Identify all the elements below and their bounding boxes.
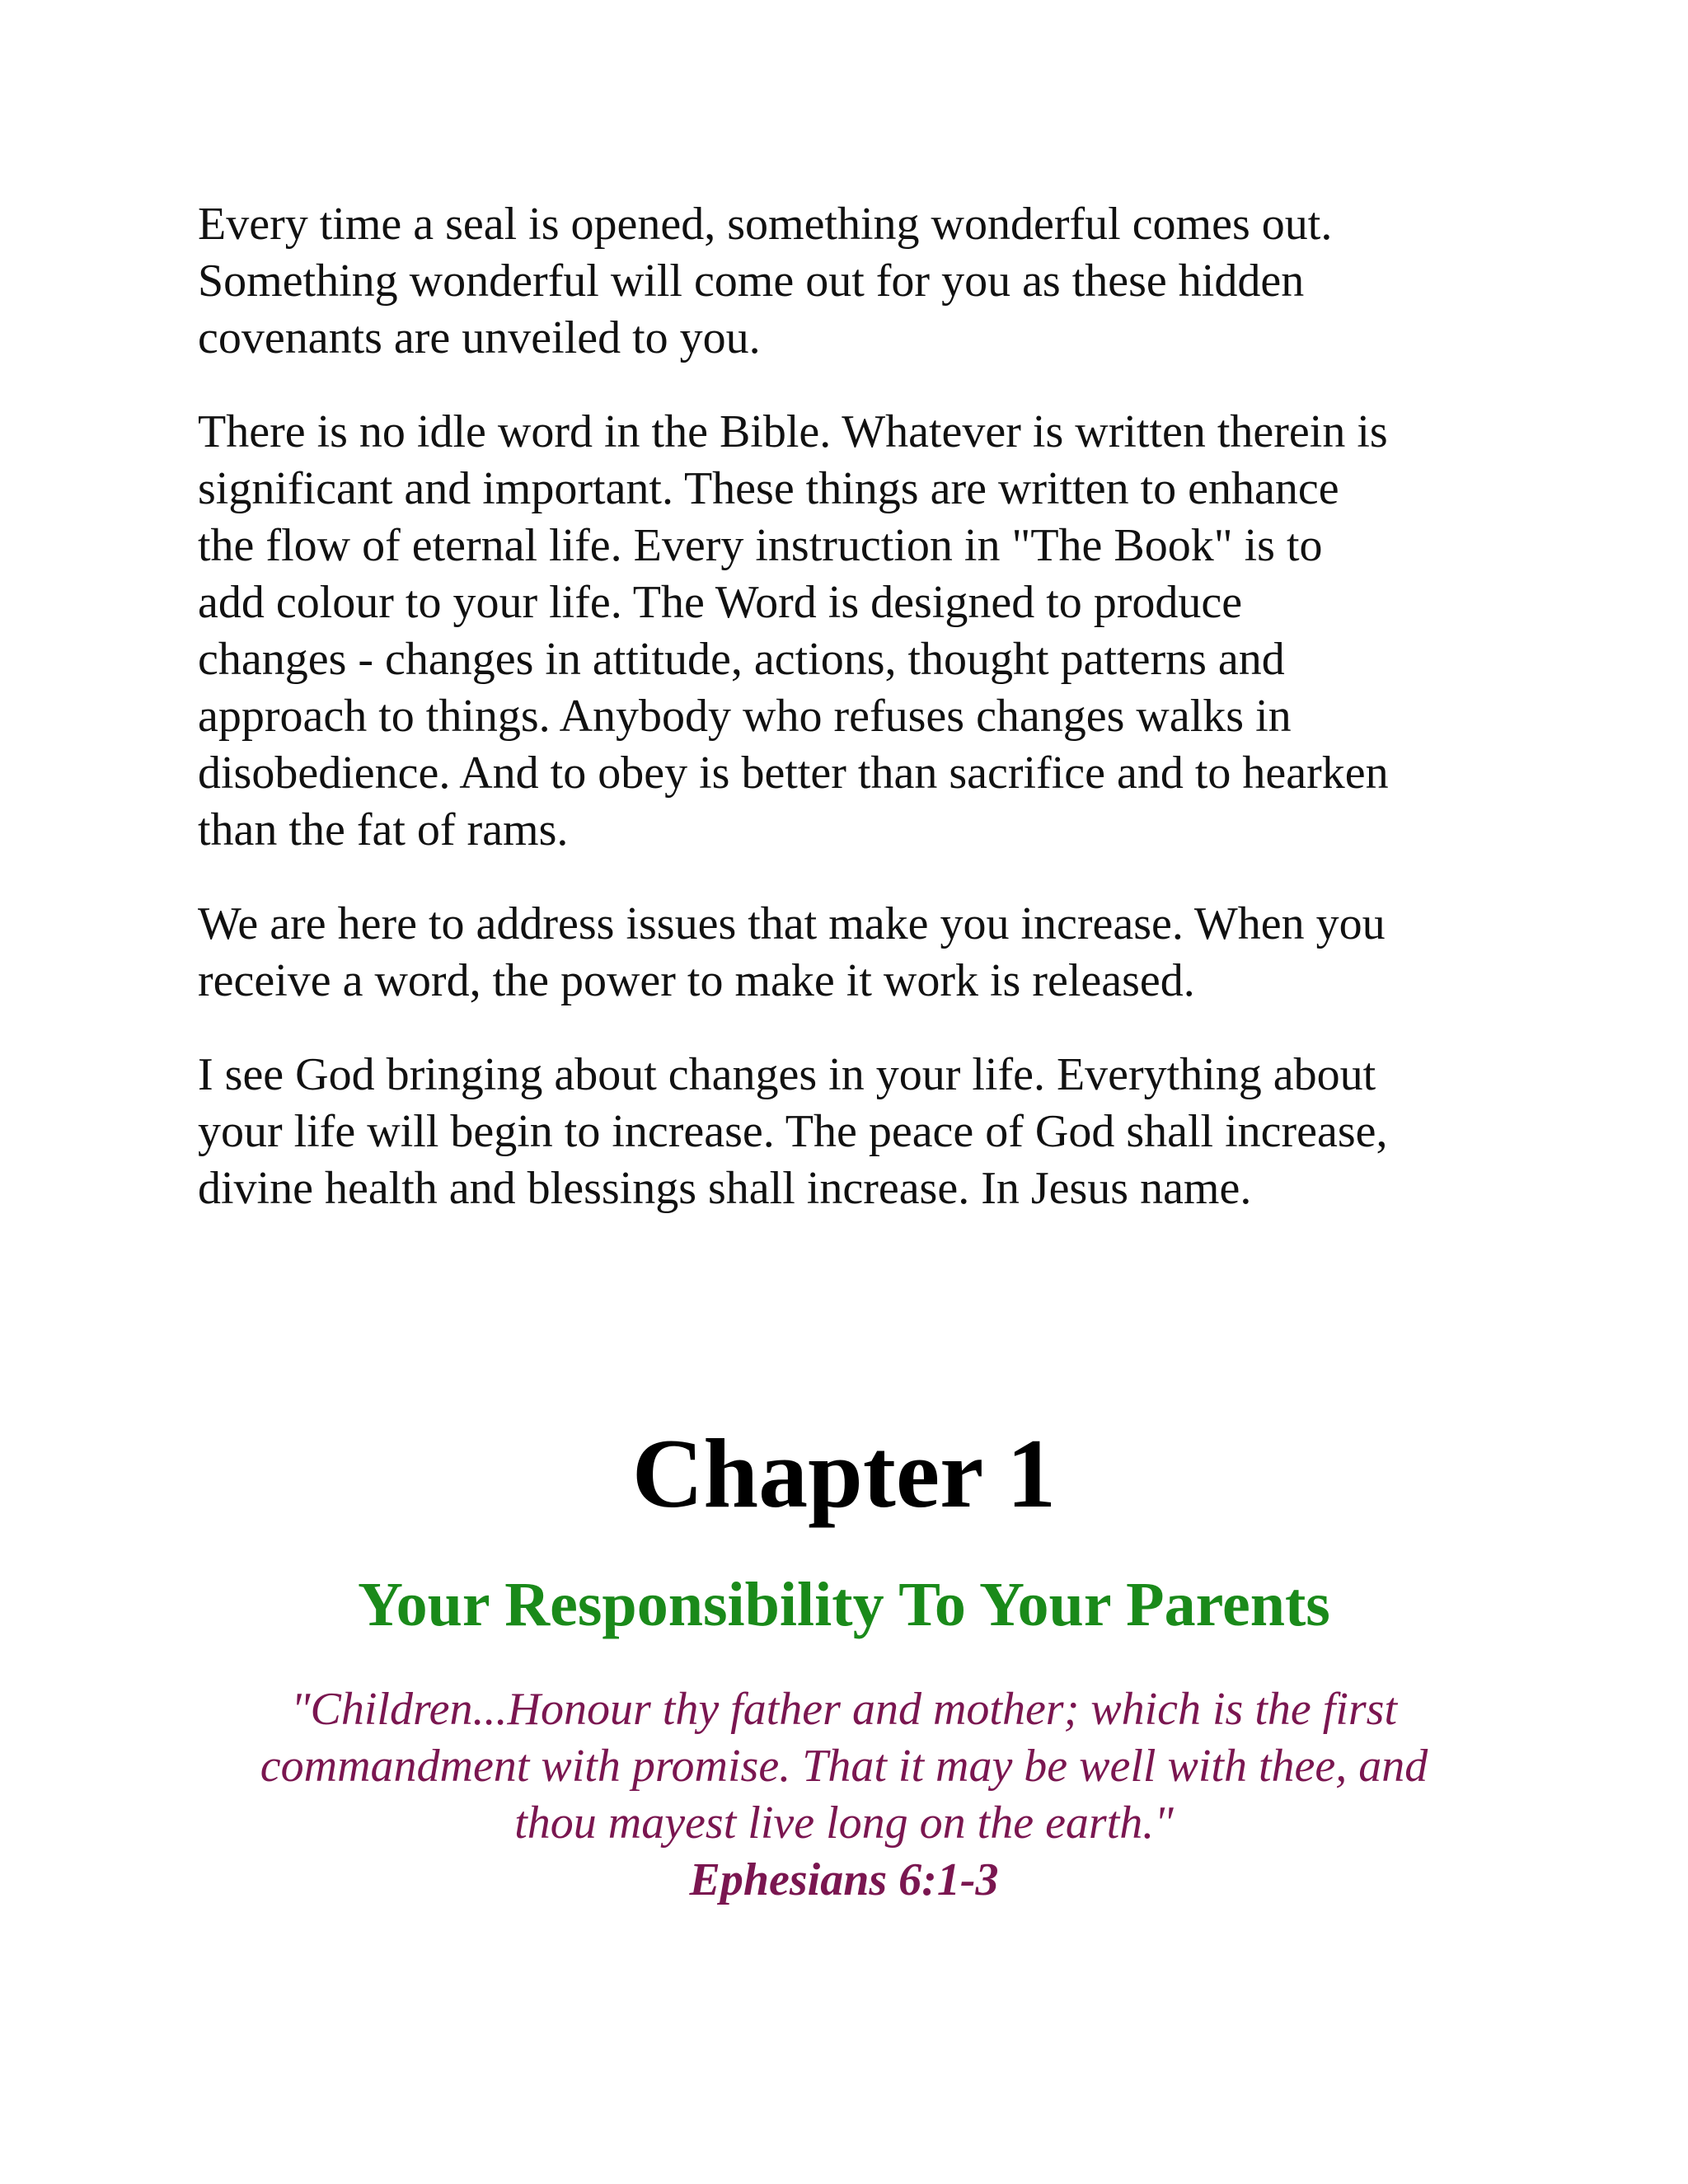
paragraph-4 [198,1047,1517,1217]
paragraph-line: than the fat of rams. [198,804,569,855]
chapter-subtitle: Your Responsibility To Your Parents [358,1570,1330,1639]
paragraph-1 [198,196,1517,367]
epigraph-line: "Children...Honour thy father and mother; which is the first [290,1684,1398,1735]
paragraph-line: significant and important. These things are written to enhance [198,463,1339,514]
paragraph-line: the flow of eternal life. Every instruction in "The Book" is to [198,520,1323,571]
paragraph-3 [198,896,1517,1010]
paragraph-2 [198,404,1517,859]
paragraph-line: divine health and blessings shall increase. In Jesus name. [198,1163,1252,1214]
chapter-title: Chapter 1 [631,1418,1057,1528]
scripture-epigraph [0,1681,1688,1909]
paragraph-line: We are here to address issues that make you increase. When you [198,898,1386,949]
paragraph-line: I see God bringing about changes in your life. Everything about [198,1049,1376,1100]
body-text [198,196,1517,1254]
epigraph-line: thou mayest live long on the earth." [514,1797,1174,1849]
paragraph-line: approach to things. Anybody who refuses changes walks in [198,691,1292,742]
paragraph-line: add colour to your life. The Word is designed to produce [198,577,1243,628]
paragraph-line: changes - changes in attitude, actions, thought patterns and [198,634,1285,685]
paragraph-line: disobedience. And to obey is better than sacrifice and to hearken [198,748,1389,799]
paragraph-line: receive a word, the power to make it work is released. [198,955,1195,1006]
paragraph-line: Every time a seal is opened, something wonderful comes out. [198,199,1333,250]
paragraph-line: Something wonderful will come out for you as these hidden [198,255,1305,307]
paragraph-line: your life will begin to increase. The peace of God shall increase, [198,1106,1388,1157]
scripture-reference: Ephesians 6:1-3 [689,1854,999,1905]
paragraph-line: There is no idle word in the Bible. Whatever is written therein is [198,406,1388,457]
paragraph-line: covenants are unveiled to you. [198,312,761,363]
epigraph-line: commandment with promise. That it may be well with thee, and [260,1741,1428,1792]
